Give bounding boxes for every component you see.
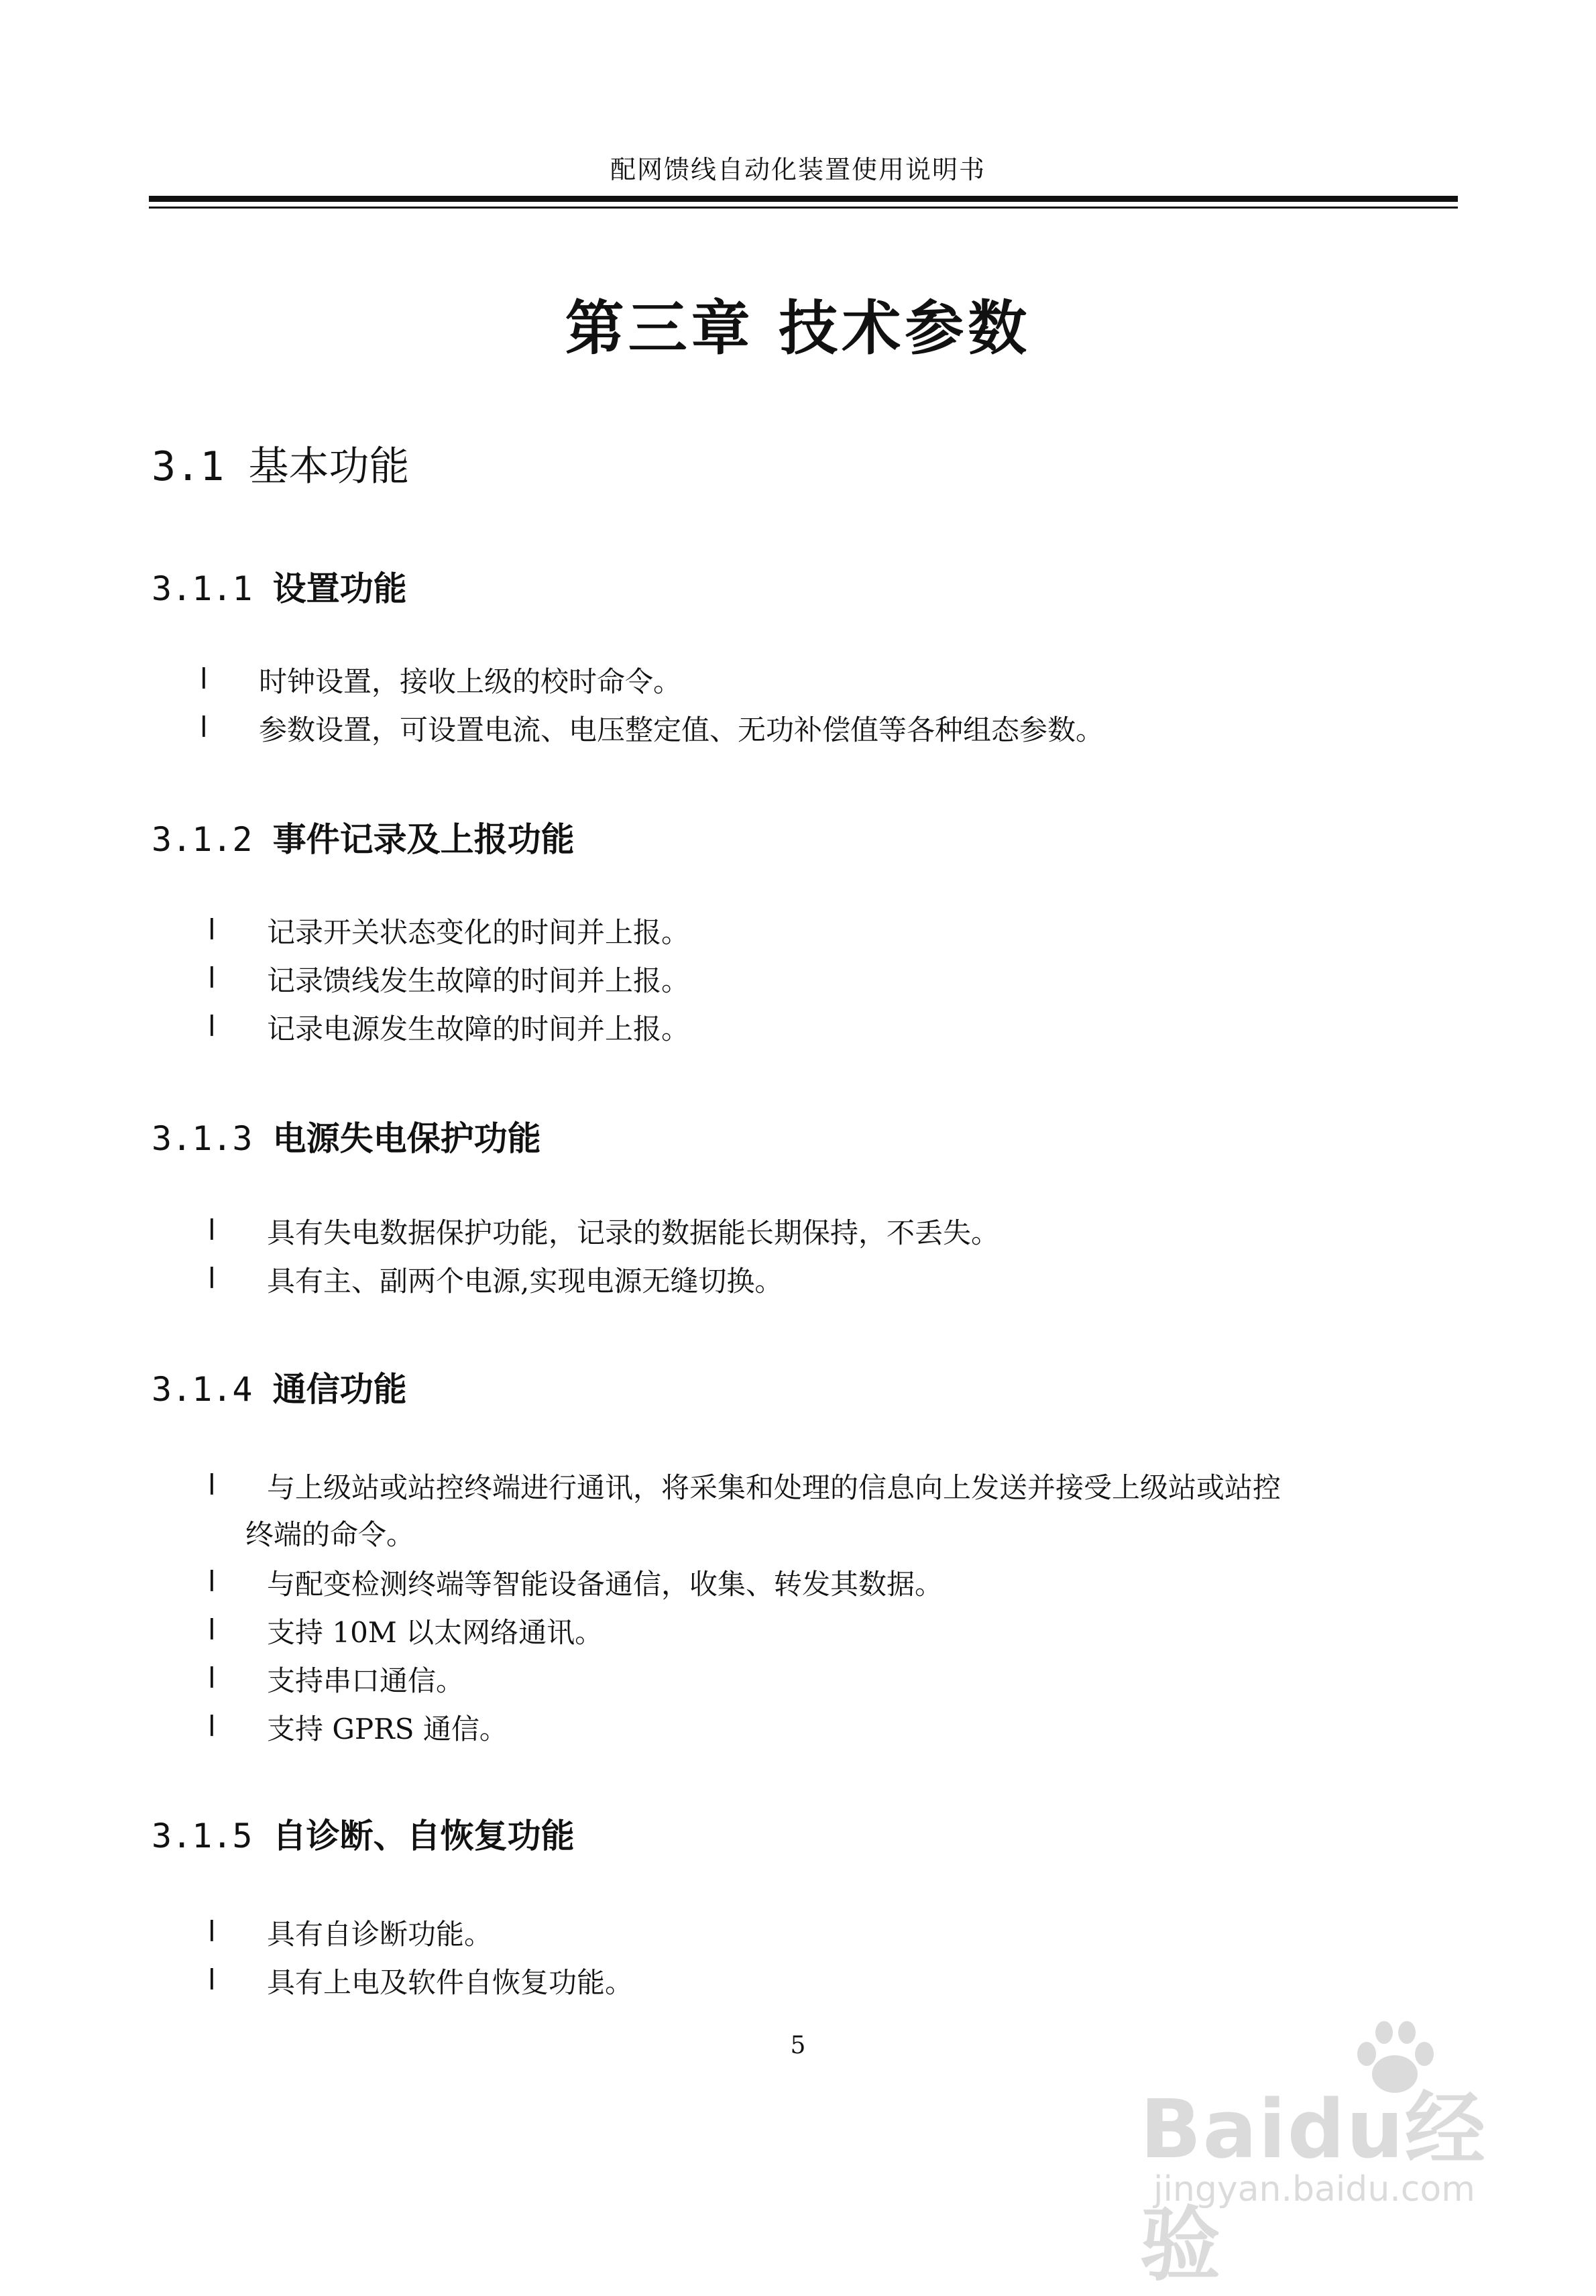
subsection-title: 电源失电保护功能: [272, 1119, 541, 1158]
bullet-icon: l: [208, 1613, 216, 1646]
list-item: 与上级站或站控终端进行通讯，将采集和处理的信息向上发送并接受上级站或站控: [267, 1471, 1281, 1504]
subsection-title: 通信功能: [272, 1370, 407, 1409]
baidu-watermark: [1140, 2018, 1516, 2292]
list-item: 记录开关状态变化的时间并上报。: [267, 916, 690, 949]
subsection-number: 3.1.5: [152, 1817, 253, 1855]
running-header: 配网馈线自动化装置使用说明书: [610, 155, 986, 184]
bullet-icon: l: [200, 711, 208, 744]
subsection-number: 3.1.3: [152, 1119, 253, 1158]
bullet-icon: l: [208, 1915, 216, 1948]
bullet-icon: l: [200, 663, 208, 695]
subsection-heading: [152, 1363, 407, 1411]
section-title: 基本功能: [248, 443, 410, 490]
list-item: 具有失电数据保护功能，记录的数据能长期保持，不丢失。: [267, 1216, 1000, 1249]
header-rule-thick: [149, 196, 1458, 202]
list-item: 支持串口通信。: [267, 1664, 465, 1697]
bullet-icon: l: [208, 1565, 216, 1598]
watermark-url: jingyan.baidu.com: [1153, 2169, 1475, 2209]
watermark-brand: Baidu经验: [1140, 2083, 1487, 2292]
list-item: 记录电源发生故障的时间并上报。: [267, 1013, 690, 1045]
list-item: 时钟设置，接收上级的校时命令。: [259, 665, 682, 698]
list-item: 记录馈线发生故障的时间并上报。: [267, 964, 690, 997]
bullet-icon: l: [208, 1010, 216, 1043]
bullet-icon: l: [208, 913, 216, 946]
list-item: 支持 10M 以太网络通讯。: [267, 1616, 604, 1649]
list-item: 参数设置，可设置电流、电压整定值、无功补偿值等各种组态参数。: [259, 713, 1104, 746]
list-item: 与配变检测终端等智能设备通信，收集、转发其数据。: [267, 1568, 944, 1601]
list-item: 具有自诊断功能。: [267, 1918, 493, 1951]
subsection-title: 事件记录及上报功能: [272, 820, 575, 859]
subsection-number: 3.1.2: [152, 820, 253, 859]
subsection-number: 3.1.4: [152, 1370, 253, 1409]
list-item-continuation: 终端的命令。: [245, 1518, 415, 1551]
subsection-heading: [152, 813, 575, 861]
header-rule-thin: [149, 207, 1458, 209]
section-heading: [152, 435, 410, 492]
list-item: 具有上电及软件自恢复功能。: [267, 1966, 634, 1999]
bullet-icon: l: [208, 1710, 216, 1743]
subsection-heading: [152, 562, 407, 610]
bullet-icon: l: [208, 1469, 216, 1501]
bullet-icon: l: [208, 1662, 216, 1695]
subsection-heading: [152, 1112, 541, 1160]
bullet-icon: l: [208, 1963, 216, 1996]
subsection-heading: [152, 1809, 575, 1857]
subsection-number: 3.1.1: [152, 569, 253, 608]
chapter-title: 第三章 技术参数: [565, 294, 1031, 363]
subsection-title: 自诊断、自恢复功能: [272, 1817, 575, 1855]
bullet-icon: l: [208, 962, 216, 994]
bullet-icon: l: [208, 1262, 216, 1295]
page-number: 5: [790, 2032, 806, 2059]
list-item: 具有主、副两个电源,实现电源无缝切换。: [267, 1265, 783, 1298]
section-number: 3.1: [152, 443, 225, 490]
subsection-title: 设置功能: [272, 569, 407, 608]
list-item: 支持 GPRS 通信。: [267, 1713, 508, 1745]
bullet-icon: l: [208, 1214, 216, 1247]
